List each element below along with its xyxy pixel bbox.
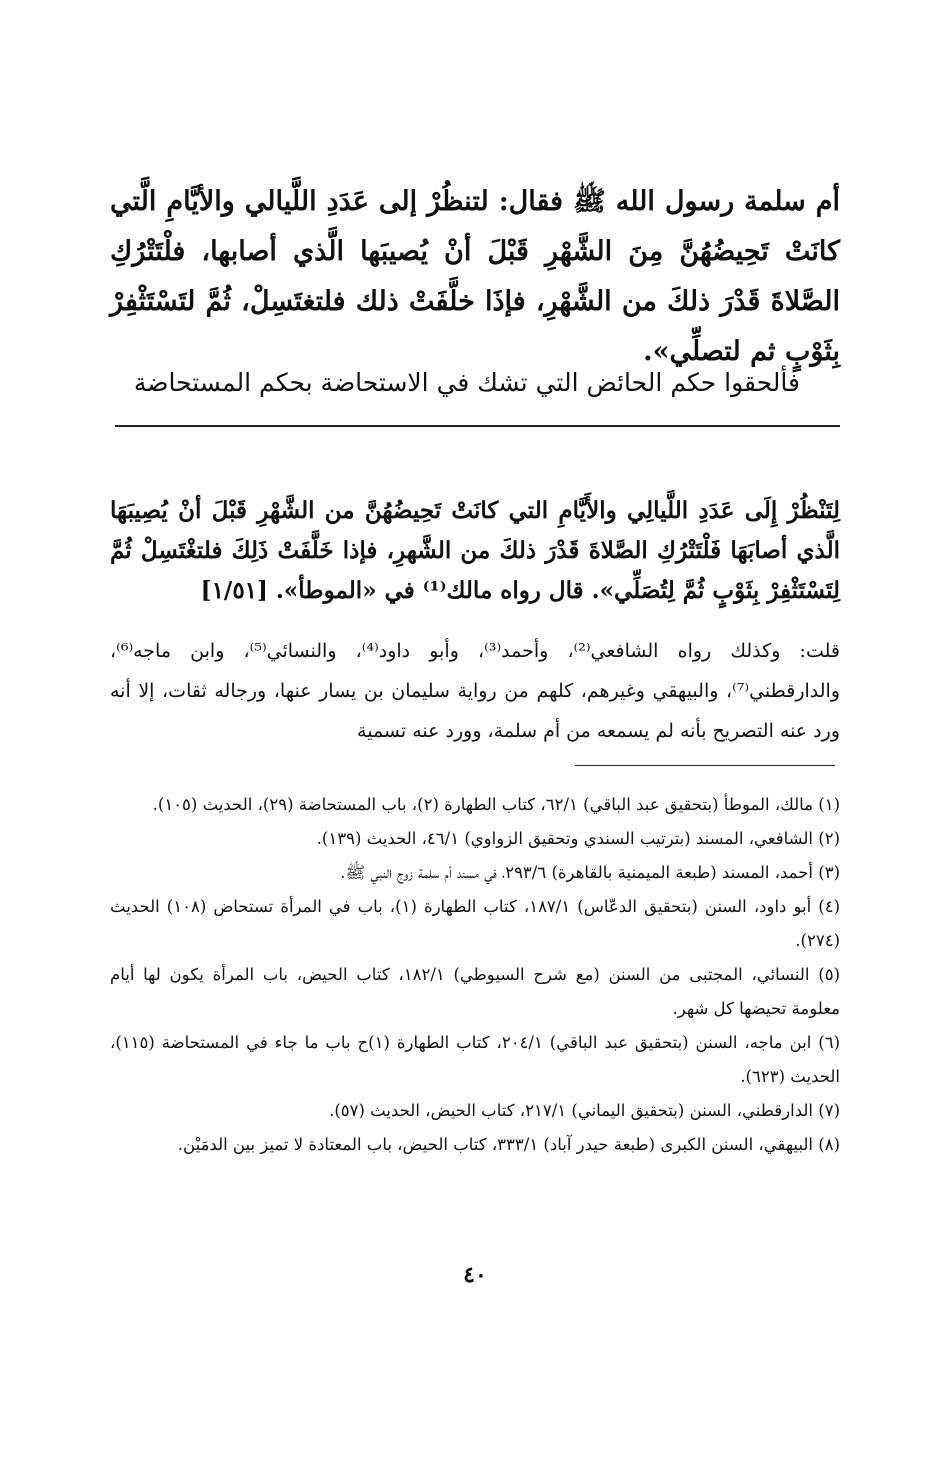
footnote-6: (٦) ابن ماجه، السنن (بتحقيق عبد الباقي) ٢٠٤/١، كتاب الطهارة (١)ح باب ما جاء في المستحاضة (١١٥)، الحديث (٦٢٣). bbox=[110, 1033, 840, 1086]
book-page bbox=[110, 0, 840, 1462]
footnote-5: (٥) النسائي، المجتبى من السنن (مع شرح السيوطي) ١٨٢/١، كتاب الحيض، باب المرأة يكون لها أيام معلومة تحيضها كل شهر. bbox=[110, 965, 840, 1018]
footnote-8: (٨) البيهقي، السنن الكبرى (طبعة حيدر آباد) ٣٣٣/١، كتاب الحيض، باب المعتادة لا تميز بين الدمَيْن. bbox=[177, 1135, 840, 1154]
ruling-line: فألحقوا حكم الحائض التي تشك في الاستحاضة بحكم المستحاضة bbox=[133, 368, 800, 397]
commentary-paragraph: قلت: وكذلك رواه الشافعي⁽²⁾، وأحمد⁽³⁾، وأبو داود⁽⁴⁾، والنسائي⁽⁵⁾، وابن ماجه⁽⁶⁾، والدارقطني⁽⁷⁾، والبيهقي وغيرهم، كلهم من رواية سليمان بن يسار عنها، ورجاله ثقات، إلا أنه ورد عنه التصريح بأنه لم يسمعه من أم سلمة، وورد عنه تسمية bbox=[110, 640, 840, 742]
footnote-3: (٣) أحمد، المسند (طبعة الميمنية بالقاهرة) ٢٩٣/٦، في مسند أم سلمة زوج النبي ﷺ. bbox=[340, 863, 840, 882]
footnote-4: (٤) أبو داود، السنن (بتحقيق الدعّاس) ١٨٧/١، كتاب الطهارة (١)، باب في المرأة تستحاض (١٠٨) الحديث (٢٧٤). bbox=[110, 897, 840, 950]
footnotes-list bbox=[110, 788, 840, 1162]
page-number: ٤٠ bbox=[463, 1262, 487, 1288]
hadith-text-top: أم سلمة رسول الله ﷺ فقال: لتنظُرْ إلى عَدَدِ اللَّيالي والأيَّامِ الَّتي كانَتْ تَحِيضُهُنَّ مِنَ الشَّهْرِ قَبْلَ أنْ يُصيبَها الَّذي أصابها، فلْتَتْرُكِ الصَّلاةَ قَدْرَ ذلكَ من الشَّهْرِ، فإذَا خلَّفَتْ ذلك فلتغتَسِلْ، ثُمَّ لتَسْتَثْفِرْ بِثَوْبٍ ثم لتصلِّي». bbox=[110, 186, 840, 367]
footnote-7: (٧) الدارقطني، السنن (بتحقيق اليماني) ٢١٧/١، كتاب الحيض، الحديث (٥٧). bbox=[329, 1101, 840, 1120]
section-divider bbox=[115, 425, 840, 427]
hadith-quote: لِتَنْظُرْ إِلَى عَدَدِ اللَّيالِي والأَيَّامِ التي كانَتْ تَحِيضُهُنَّ من الشَّهْرِ قَبْلَ أنْ يُصِيبَهَا الَّذي أصابَهَا فَلْتَتْرُكِ الصَّلاةَ قَدْرَ ذلكَ من الشَّهرِ، فإذا خَلَّفَتْ ذَلِكَ فلتغْتَسِلْ ثُمَّ لِتَسْتَثْفِرْ بِثَوْبٍ ثُمَّ لِتُصَلِّي». قال رواه مالك⁽¹⁾ في «الموطأ». [١/٥١] bbox=[110, 497, 840, 604]
footnote-divider bbox=[575, 765, 835, 766]
footnote-2: (٢) الشافعي، المسند (بترتيب السندي وتحقيق الزواوي) ٤٦/١، الحديث (١٣٩). bbox=[316, 829, 840, 848]
footnote-1: (١) مالك، الموطأ (بتحقيق عبد الباقي) ٦٢/١، كتاب الطهارة (٢)، باب المستحاضة (٢٩)، الحديث (١٠٥). bbox=[152, 795, 840, 814]
